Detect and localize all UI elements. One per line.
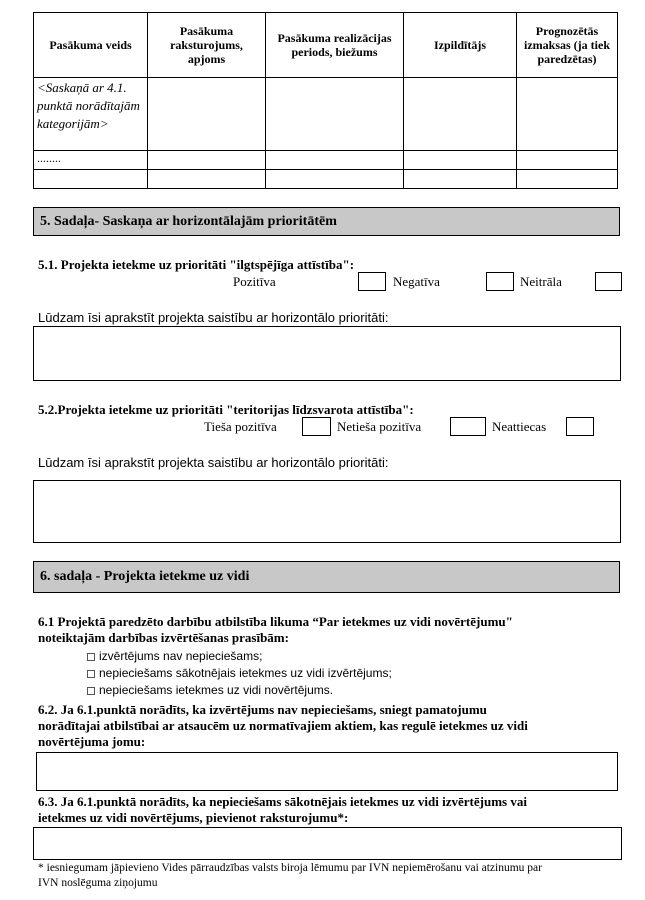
q51-option-neutral-label: Neitrāla <box>520 274 562 289</box>
col-header-executor: Izpildītājs <box>404 13 517 78</box>
q51-description-hint: Lūdzam īsi aprakstīt projekta saistību ar horizontālo prioritāti: <box>38 310 389 325</box>
table-cell[interactable] <box>404 78 517 151</box>
table-cell[interactable] <box>148 170 266 189</box>
table-cell[interactable] <box>517 170 618 189</box>
table-cell[interactable] <box>148 151 266 170</box>
col-header-costs: Prognozētās izmaksas (ja tiek paredzētas) <box>517 13 618 78</box>
activities-table <box>33 12 618 189</box>
q62-label-line2: norādītajai atbilstībai ar atsaucēm uz normatīvajiem aktiem, kas regulē ietekmes uz vidi <box>38 718 528 733</box>
table-cell[interactable] <box>148 78 266 151</box>
q52-description-input[interactable] <box>33 480 621 543</box>
footnote-line1: * iesniegumam jāpievieno Vides pārraudzības valsts biroja lēmumu par IVN nepiemērošanu vai atzinumu par <box>38 862 542 874</box>
q51-positive-checkbox[interactable] <box>358 272 386 291</box>
q52-option-indirect-label: Netieša pozitīva <box>337 419 422 434</box>
q51-neutral-checkbox[interactable] <box>595 272 622 291</box>
q52-direct-checkbox[interactable] <box>302 417 331 436</box>
q52-indirect-checkbox[interactable] <box>450 417 486 436</box>
q62-label-line1: 6.2. Ja 6.1.punktā norādīts, ka izvērtējums nav nepieciešams, sniegt pamatojumu <box>38 702 487 717</box>
table-cell-type[interactable]: ........ <box>34 151 148 170</box>
q52-option-direct-label: Tieša pozitīva <box>204 419 277 434</box>
table-cell[interactable] <box>517 151 618 170</box>
q51-option-positive-label: Pozitīva <box>233 274 276 289</box>
checkbox-icon[interactable] <box>87 670 95 678</box>
checkbox-icon[interactable] <box>87 687 95 695</box>
table-row <box>34 78 618 151</box>
table-cell[interactable] <box>404 170 517 189</box>
col-header-description: Pasākuma raksturojums, apjoms <box>148 13 266 78</box>
q63-label-line2: ietekmes uz vidi novērtējums, pievienot raksturojumu*: <box>38 810 349 825</box>
table-header-row <box>34 13 618 78</box>
q51-negative-checkbox[interactable] <box>486 272 514 291</box>
q61-option-preliminary[interactable]: nepieciešams sākotnējais ietekmes uz vidi izvērtējums; <box>87 665 392 682</box>
q52-na-checkbox[interactable] <box>566 417 594 436</box>
table-cell[interactable] <box>404 151 517 170</box>
table-cell[interactable] <box>266 78 404 151</box>
checkbox-icon[interactable] <box>87 653 95 661</box>
table-cell[interactable] <box>34 170 148 189</box>
table-cell[interactable] <box>517 78 618 151</box>
q51-description-input[interactable] <box>33 326 621 381</box>
q51-option-negative-label: Negatīva <box>393 274 440 289</box>
q52-description-hint: Lūdzam īsi aprakstīt projekta saistību ar horizontālo prioritāti: <box>38 455 389 470</box>
q51-label: 5.1. Projekta ietekme uz prioritāti "ilgtspējīga attīstība": <box>38 257 355 272</box>
q52-label: 5.2.Projekta ietekme uz prioritāti "teritorijas līdzsvarota attīstība": <box>38 402 414 417</box>
footnote-line2: IVN noslēguma ziņojumu <box>38 877 158 889</box>
q63-label-line1: 6.3. Ja 6.1.punktā norādīts, ka nepieciešams sākotnējais ietekmes uz vidi izvērtējums vai <box>38 794 527 809</box>
col-header-type: Pasākuma veids <box>34 13 148 78</box>
table-cell-type[interactable]: <Saskaņā ar 4.1. punktā norādītajām kategorijām> <box>34 78 148 151</box>
table-row <box>34 151 618 170</box>
q63-description-input[interactable] <box>33 827 622 860</box>
q61-label-line2: noteiktajām darbības izvērtēšanas prasībām: <box>38 630 289 645</box>
section-6-heading: 6. sadaļa - Projekta ietekme uz vidi <box>33 561 620 593</box>
q61-option-full-assessment[interactable]: nepieciešams ietekmes uz vidi novērtējums. <box>87 682 333 699</box>
q61-option-not-required[interactable]: izvērtējums nav nepieciešams; <box>87 648 262 665</box>
q62-label-line3: novērtējuma jomu: <box>38 734 146 749</box>
table-cell[interactable] <box>266 151 404 170</box>
q61-label-line1: 6.1 Projektā paredzēto darbību atbilstība likuma “Par ietekmes uz vidi novērtējumu" <box>38 614 513 629</box>
table-row <box>34 170 618 189</box>
col-header-period: Pasākuma realizācijas periods, biežums <box>266 13 404 78</box>
table-cell[interactable] <box>266 170 404 189</box>
q62-justification-input[interactable] <box>36 752 618 791</box>
q52-option-na-label: Neattiecas <box>492 419 547 434</box>
section-5-heading: 5. Sadaļa- Saskaņa ar horizontālajām prioritātēm <box>33 207 620 236</box>
